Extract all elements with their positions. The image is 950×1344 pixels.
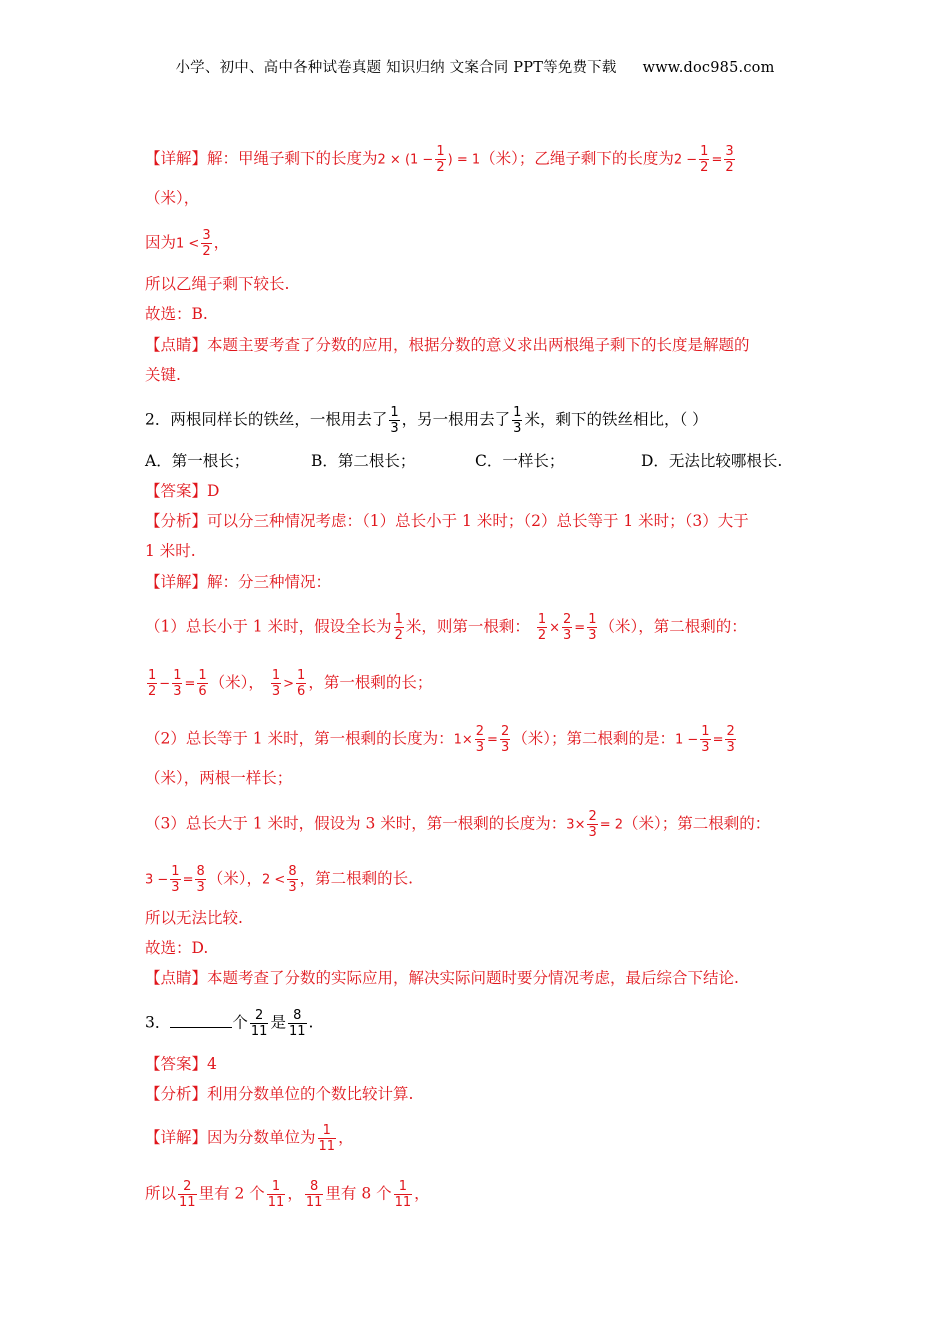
q1-unit-line: （米）， (145, 189, 200, 207)
option-d: D．无法比较哪根长. (641, 452, 783, 470)
detail-tag: 【详解】 (145, 149, 208, 168)
fraction: $\frac{1}{6}$ (198, 668, 207, 699)
q2-case1-cont: $\frac{1}{2}$ − $\frac{1}{3}$ = $\frac{1}{6}$ （米）， $\frac{1}{3}$ > $\frac{1}{6}$ ，第一根剩的长； (148, 668, 433, 699)
fraction: $\frac{2}{11}$ (250, 1008, 268, 1039)
fraction: $\frac{2}{3}$ (726, 724, 735, 755)
q2-choice: 故选：D. (145, 939, 209, 957)
fraction: $\frac{1}{2}$ (537, 612, 547, 643)
fraction: $\frac{2}{3}$ (500, 724, 510, 755)
option-b: B．第二根长； (311, 452, 416, 470)
fraction: $\frac{1}{3}$ (390, 405, 399, 436)
q3-detail-cont: 所以 $\frac{2}{11}$ 里有 2 个 $\frac{1}{11}$ ， $\frac{8}{11}$ 里有 8 个 $\frac{1}{11}$ ， (145, 1179, 430, 1210)
fraction: $\frac{1}{3}$ (271, 668, 281, 699)
q2-case3: （3）总长大于 1 米时，假设为 3 米时，第一根剩的长度为：3× $\frac{2}{3}$ = 2（米）；第二根剩的： (145, 809, 771, 840)
page-header (0, 56, 950, 77)
fraction: $\frac{3}{2}$ (725, 144, 734, 175)
header-site: www.doc985.com (642, 60, 775, 76)
q1-detail-line: 【详解】解：甲绳子剩下的长度为2 × (1 − $\frac{1}{2}$ ) = 1（米）；乙绳子剩下的长度为2 − $\frac{1}{2}$ = $\frac{3}{2}$ (145, 144, 734, 175)
q1-note: 【点睛】本题主要考查了分数的应用，根据分数的意义求出两根绳子剩下的长度是解题的 (145, 336, 750, 354)
q2-note: 【点睛】本题考查了分数的实际应用，解决实际问题时要分情况考虑，最后综合下结论. (145, 969, 739, 987)
q3-answer: 【答案】4 (145, 1055, 217, 1073)
fraction: $\frac{2}{3}$ (563, 612, 572, 643)
fraction: $\frac{8}{3}$ (288, 864, 297, 895)
q2-conclusion: 所以无法比较. (145, 909, 243, 927)
fraction: $\frac{1}{3}$ (588, 612, 597, 643)
header-slogan: 小学、初中、高中各种试卷真题 知识归纳 文案合同 PPT等免费下载 (175, 60, 617, 76)
q2-answer: 【答案】D (145, 482, 220, 500)
fraction: $\frac{1}{2}$ (436, 144, 445, 175)
q2-stem: 2．两根同样长的铁丝，一根用去了 $\frac{1}{3}$ ，另一根用去了 $\frac{1}{3}$ 米，剩下的铁丝相比，（ ） (145, 405, 708, 436)
fraction: $\frac{1}{3}$ (173, 668, 182, 699)
fraction: $\frac{2}{3}$ (475, 724, 485, 755)
fraction: $\frac{1}{2}$ (700, 144, 709, 175)
q3-stem: 3． 个 $\frac{2}{11}$ 是 $\frac{8}{11}$ . (145, 1008, 314, 1039)
q1-conclusion: 所以乙绳子剩下较长. (145, 275, 290, 293)
q1-because-line: 因为1 < $\frac{3}{2}$ ， (145, 228, 230, 259)
q2-case2-cont: （米），两根一样长； (145, 769, 293, 787)
fraction: $\frac{1}{11}$ (267, 1179, 285, 1210)
fraction: $\frac{1}{3}$ (513, 405, 522, 436)
q2-detail: 【详解】解：分三种情况： (145, 573, 332, 591)
fraction: $\frac{1}{11}$ (394, 1179, 412, 1210)
q2-case1: （1）总长小于 1 米时，假设全长为 $\frac{1}{2}$ 米，则第一根剩： $\frac{1}{2}$ × $\frac{2}{3}$ = $\frac{1}{3}$ （米），第二根剩的： (145, 612, 747, 643)
fraction: $\frac{3}{2}$ (202, 228, 211, 259)
fraction: $\frac{8}{11}$ (288, 1008, 306, 1039)
fraction: $\frac{1}{2}$ (148, 668, 157, 699)
fraction: $\frac{1}{2}$ (394, 612, 403, 643)
q2-case2: （2）总长等于 1 米时，第一根剩的长度为：1× $\frac{2}{3}$ = $\frac{2}{3}$ （米）；第二根剩的是：1 − $\frac{1}{3}$ = $\frac{2}{3}$ (145, 724, 735, 755)
q3-detail: 【详解】因为分数单位为 $\frac{1}{11}$ ， (145, 1123, 354, 1154)
q2-case3-cont: 3 − $\frac{1}{3}$ = $\frac{8}{3}$ （米），2 < $\frac{8}{3}$ ，第二根剩的长. (145, 864, 414, 895)
q2-analysis-cont: 1 米时. (145, 542, 196, 560)
q3-analysis: 【分析】利用分数单位的个数比较计算. (145, 1085, 414, 1103)
fraction: $\frac{1}{11}$ (318, 1123, 336, 1154)
q2-analysis: 【分析】可以分三种情况考虑：（1）总长小于 1 米时；（2）总长等于 1 米时；（3）大于 (145, 512, 749, 530)
fraction: $\frac{1}{3}$ (701, 724, 710, 755)
fraction: $\frac{1}{6}$ (297, 668, 306, 699)
q1-choice: 故选：B. (145, 305, 208, 323)
answer-blank (170, 1013, 232, 1028)
option-c: C．一样长； (475, 452, 565, 470)
fraction: $\frac{8}{11}$ (305, 1179, 323, 1210)
fraction: $\frac{8}{3}$ (196, 864, 205, 895)
fraction: $\frac{1}{3}$ (171, 864, 180, 895)
fraction: $\frac{2}{3}$ (588, 809, 597, 840)
q1-note-cont: 关键. (145, 366, 181, 384)
option-a: A．第一根长； (145, 452, 250, 470)
fraction: $\frac{2}{11}$ (179, 1179, 196, 1210)
